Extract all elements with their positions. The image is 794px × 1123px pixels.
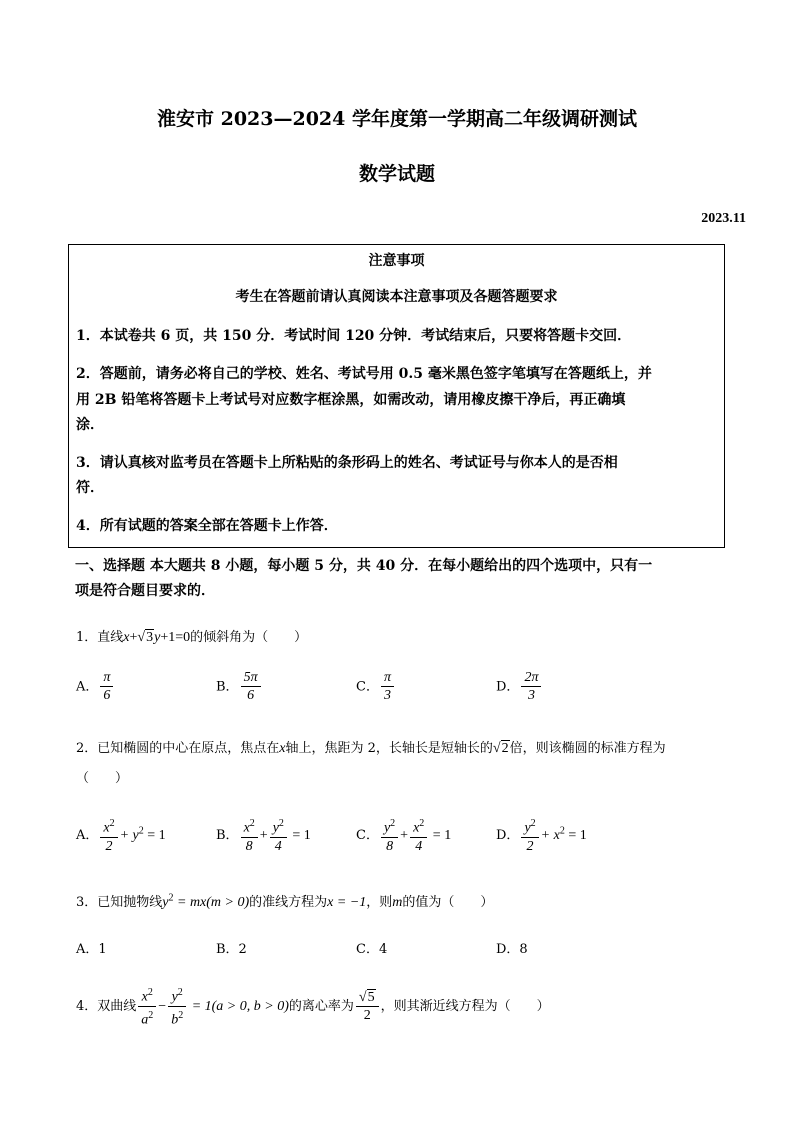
q2-c-sq2: 2 [419, 818, 425, 829]
q2-b-eq: = 1 [288, 827, 311, 843]
q2-option-d-label: D． [496, 827, 520, 843]
q4-f1-num-sq: 2 [147, 987, 153, 998]
q2-d-eq: = 1 [564, 827, 587, 843]
q2-d-sq: 2 [530, 818, 536, 829]
q3-m: m [392, 895, 403, 910]
q4-prefix: 4．双曲线 [76, 999, 137, 1015]
q1-option-d[interactable] [496, 670, 543, 704]
q1-option-a[interactable] [76, 670, 115, 704]
q4-f2-den: b [171, 1012, 179, 1028]
q2-a-den: 2 [100, 837, 117, 855]
q2-b-sq2: 2 [278, 818, 284, 829]
q2-d-num: y [524, 820, 531, 836]
notice-item-2-line-3: 涂． [76, 417, 104, 433]
q2-d-den: 2 [521, 837, 538, 855]
question-2-line-2: （ ） [76, 771, 129, 786]
q1-suffix: 的倾斜角为（ ） [190, 630, 308, 645]
notice-subheading: 考生在答题前请认真阅读本注意事项及各题答题要求 [235, 289, 558, 305]
question-2-line-1: 2．已知椭圆的中心在原点，焦点在x轴上，焦距为 2，长轴长是短轴长的√2倍，则该椭圆的标准方程为 [76, 741, 666, 756]
q3-suffix: 的值为（ ） [402, 895, 494, 910]
q2-d-sq2: 2 [559, 825, 565, 837]
q2-c-den1: 8 [381, 837, 398, 855]
q2-x: x [279, 741, 286, 756]
q2-option-b-label: B． [216, 827, 239, 843]
notice-item-3-line-2: 符． [76, 480, 104, 496]
q1-y: y [154, 630, 161, 645]
q1-radicand: 3 [146, 630, 154, 645]
q4-e-den: 2 [356, 1006, 379, 1024]
q2-c-num1: y [383, 820, 391, 836]
q2-d-rest: + x [540, 827, 560, 843]
q1-option-a-label: A． [76, 679, 99, 695]
q1-x: x [123, 630, 130, 645]
q2-c-sq1: 2 [390, 818, 396, 829]
q2-option-a[interactable] [76, 816, 166, 855]
q1-d-num: 2π [524, 670, 539, 685]
q3-y: y [162, 895, 169, 910]
q4-f2-num-sq: 2 [177, 987, 183, 998]
q1-b-den: 6 [241, 686, 261, 704]
q4-minus: − [158, 999, 167, 1015]
q3-prefix: 3．已知抛物线 [76, 895, 163, 910]
q3-sq: 2 [168, 892, 174, 904]
q1-b-num: 5π [243, 670, 258, 685]
q3-option-c[interactable]: C．4 [356, 942, 388, 957]
q4-mid: 的离心率为 [288, 999, 354, 1015]
notice-item-2-line-2: 用 2B 铅笔将答题卡上考试号对应数字框涂黑，如需改动，请用橡皮擦干净后，再正确填 [76, 392, 626, 408]
q2-c-eq: = 1 [429, 827, 452, 843]
exam-subtitle: 数学试题 [358, 163, 435, 185]
q3-option-b[interactable]: B．2 [216, 942, 247, 957]
q1-option-c[interactable] [356, 670, 396, 704]
q1-c-den: 3 [381, 686, 394, 704]
q2-option-c-label: C． [356, 827, 379, 843]
notice-item-2-line-1: 2．答题前，请务必将自己的学校、姓名、考试号用 0.5 毫米黑色签字笔填写在答题纸上，并 [76, 366, 652, 382]
q2-b-num1: x [243, 820, 250, 836]
section-1-line-1: 一、选择题 本大题共 8 小题，每小题 5 分，共 40 分．在每小题给出的四个选项中，只有一 [75, 558, 653, 574]
q1-tail: +1=0 [160, 630, 191, 645]
q2-b-den1: 8 [241, 837, 258, 855]
question-1: 1．直线x+√3y+1=0的倾斜角为（ ） [76, 630, 308, 645]
exam-title: 淮安市 2023—2024 学年度第一学期高二年级调研测试 [157, 108, 637, 130]
q2-c-den2: 4 [410, 837, 427, 855]
q2-a-rest: + y [119, 827, 139, 843]
q3-option-d[interactable]: D．8 [496, 942, 528, 957]
q1-c-num: π [383, 670, 391, 685]
q4-suffix: ，则其渐近线方程为（ ） [380, 999, 550, 1015]
q2-a-num: x [103, 820, 110, 836]
q2-option-d[interactable] [496, 816, 587, 855]
q2-c-plus: + [400, 827, 409, 843]
exam-date: 2023.11 [701, 211, 746, 226]
q2-b-den2: 4 [270, 837, 287, 855]
q1-prefix: 1．直线 [76, 630, 124, 645]
q3-mid2: ，则 [366, 895, 393, 910]
q2-b-plus: + [259, 827, 268, 843]
q4-f1-num: x [141, 989, 148, 1005]
q2-option-b[interactable] [216, 816, 311, 855]
q3-option-a[interactable]: A．1 [76, 942, 107, 957]
q4-f2-num: y [171, 989, 178, 1005]
question-3 [76, 891, 493, 911]
q2-c-num2: x [413, 820, 420, 836]
q2-text-b: 轴上，焦距为 2，长轴长是短轴长的 [285, 741, 493, 756]
q4-e-num: 5 [367, 989, 375, 1005]
notice-item-3-line-1: 3．请认真核对监考员在答题卡上所粘贴的条形码上的姓名、考试证号与你本人的是否相 [76, 455, 618, 471]
q2-option-a-label: A． [76, 827, 99, 843]
notice-heading: 注意事项 [368, 253, 425, 269]
q2-a-eq: = 1 [143, 827, 166, 843]
q3-mid: 的准线方程为 [249, 895, 328, 910]
notice-item-4: 4．所有试题的答案全部在答题卡上作答． [76, 518, 338, 534]
q2-option-c[interactable] [356, 816, 451, 855]
q1-option-b-label: B． [216, 679, 239, 695]
q4-f1-den-sq: 2 [148, 1009, 154, 1021]
q1-plus: + [129, 630, 138, 645]
q4-f2-den-sq: 2 [178, 1009, 184, 1021]
q1-option-c-label: C． [356, 679, 379, 695]
q4-condition: = 1(a > 0, b > 0) [188, 999, 289, 1015]
notice-box [68, 244, 725, 548]
q2-text-c: 倍，则该椭圆的标准方程为 [509, 741, 666, 756]
q1-a-num: π [103, 670, 111, 685]
q1-d-den: 3 [521, 686, 541, 704]
q2-a-sq2: 2 [138, 825, 144, 837]
q2-b-num2: y [272, 820, 279, 836]
q3-eq-rest: = mx(m > 0) [173, 895, 250, 910]
q2-a-sq: 2 [109, 818, 115, 829]
notice-item-1: 1．本试卷共 6 页，共 150 分．考试时间 120 分钟．考试结束后，只要将答题卡交回． [76, 328, 632, 344]
q1-a-den: 6 [100, 686, 113, 704]
q1-option-d-label: D． [496, 679, 520, 695]
section-1-line-2: 项是符合题目要求的． [75, 583, 215, 599]
q4-f1-den: a [141, 1012, 149, 1028]
q2-b-sq1: 2 [249, 818, 255, 829]
question-4: 4．双曲线 $\frac{x^2}{a^2}$ − $\frac{y^2}{b^2}$ = 1(a > 0, b > 0)的离心率为 $\frac{√5}{2}$ ，则其渐近线方程为（ ） [76, 987, 550, 1028]
q2-text-a: 2．已知椭圆的中心在原点，焦点在 [76, 741, 280, 756]
q2-radicand: 2 [501, 741, 509, 756]
q1-option-b[interactable] [216, 670, 263, 704]
q3-directrix: x = −1 [327, 895, 367, 910]
